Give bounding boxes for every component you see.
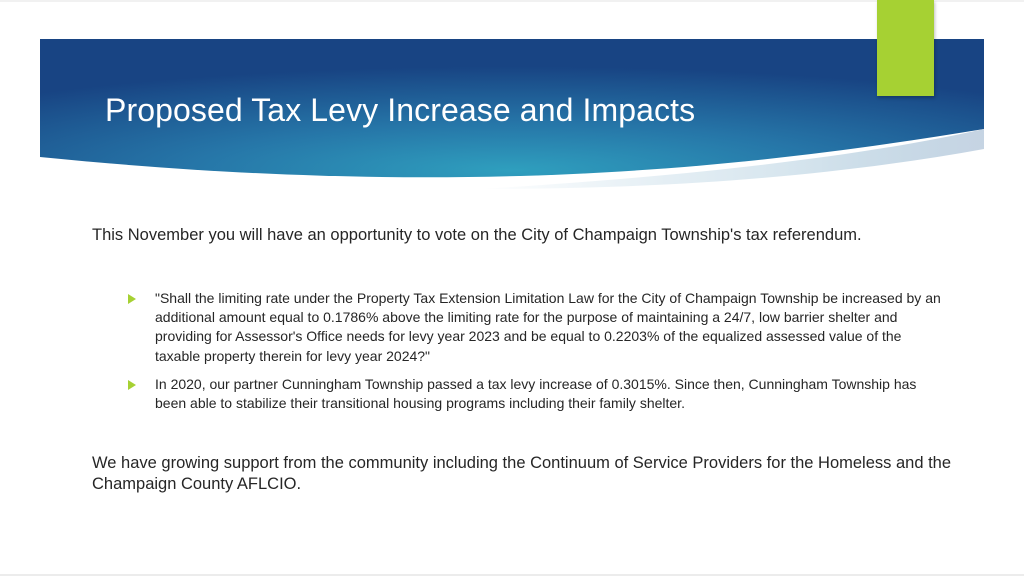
accent-tab bbox=[877, 0, 934, 96]
slide-title: Proposed Tax Levy Increase and Impacts bbox=[105, 92, 696, 128]
bullet-item-cunningham-township bbox=[126, 375, 946, 413]
closing-paragraph: We have growing support from the community including the Continuum of Service Providers for the Homeless and the Champaign County AFLCIO. bbox=[92, 454, 952, 493]
bullet-item-referendum-question bbox=[126, 289, 946, 366]
bullet-list bbox=[126, 289, 946, 422]
triangle-bullet-icon bbox=[128, 380, 136, 390]
bullet-text: "Shall the limiting rate under the Property Tax Extension Limitation Law for the City of Champaign Township be increased by an additional amount equal to 0.1786% above the limiting rate for the purpose of maintaining a 24/7, low barrier shelter and providing for Assessor's Office needs for levy year 2023 and be equal to 0.2203% of the equalized assessed value of the taxable property therein for levy year 2024?" bbox=[155, 290, 941, 364]
triangle-bullet-icon bbox=[128, 294, 136, 304]
top-edge-line bbox=[0, 0, 1024, 2]
bullet-text: In 2020, our partner Cunningham Township passed a tax levy increase of 0.3015%. Since then, Cunningham Township has been able to stabilize their transitional housing programs including their family shelter. bbox=[155, 375, 917, 412]
intro-paragraph: This November you will have an opportunity to vote on the City of Champaign Township's tax referendum. bbox=[92, 226, 862, 244]
